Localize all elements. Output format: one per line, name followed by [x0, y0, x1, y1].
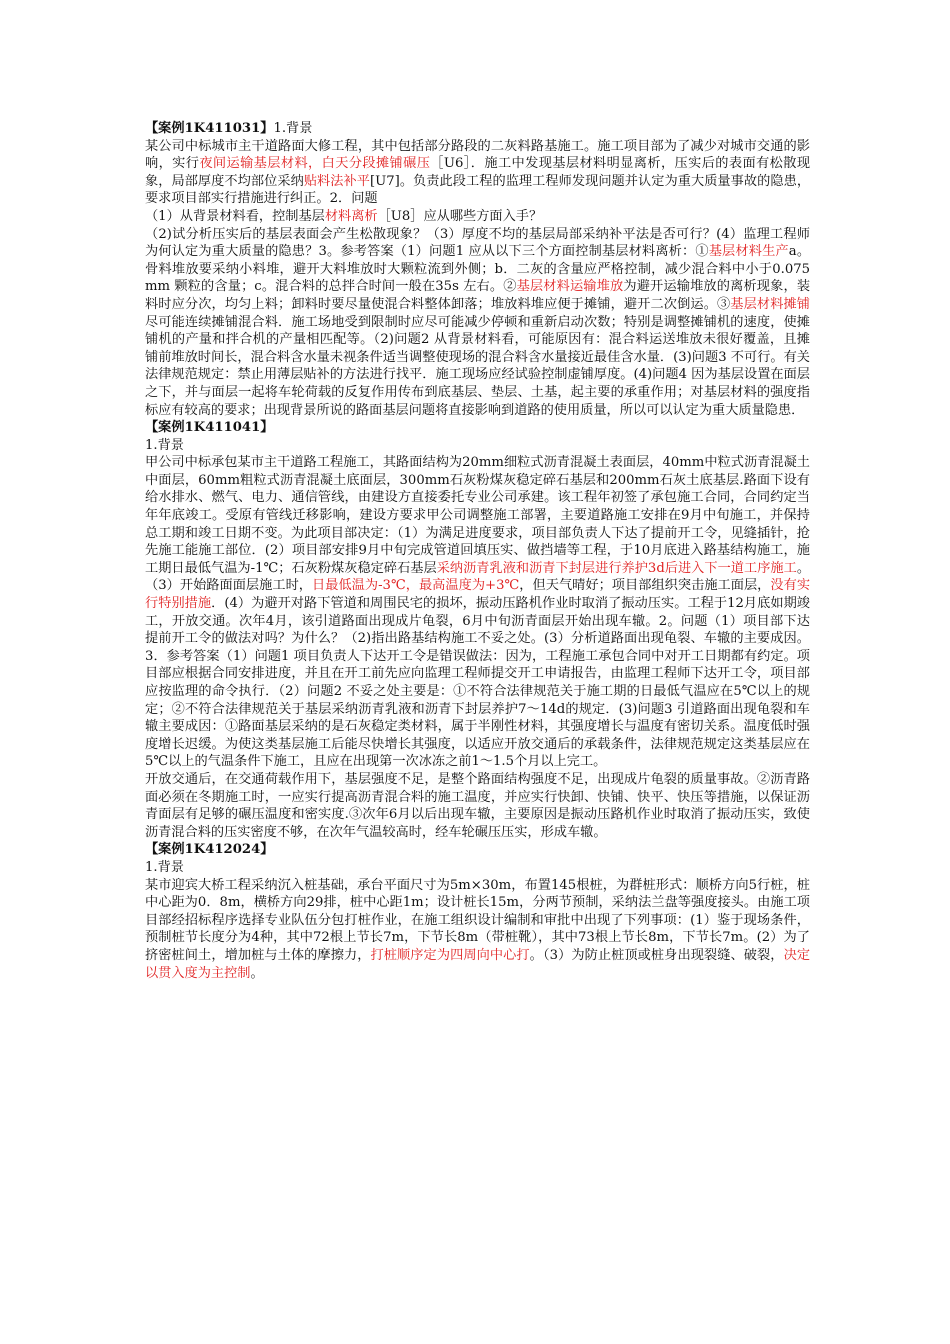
case-heading: 【案例1K411031】 — [145, 121, 274, 136]
text-run: a。骨料堆放要采纳小料堆，避开大料堆放时大颗粒流到外侧；b．二灰的含量应严格控制，减少混合料中小于0.075mm 颗粒的含量；c。混合料的总拌合时间一般在35s 左右。② — [145, 244, 811, 295]
text-run: 某公司中标城市主干道路面大修工程，其中包括部分路段的二灰料路基施工。施工项目部为了减少对城市交通的影响，实行 — [145, 138, 810, 172]
case-1k411041 — [145, 419, 810, 841]
case-paragraph — [145, 859, 810, 877]
text-run: （2)试分析压实后的基层表面会产生松散现象？（3）厚度不均的基层局部采纳补平法是否可行？(4）监理工程师为何认定为重大质量的隐患？3。参考答案（1）问题1 应从以下三个方面控制基层材料离析：① — [145, 226, 810, 260]
text-run: （1）从背景材料看，控制基层 — [145, 208, 325, 224]
highlight-text: 夜间运输基层材料，白天分段摊铺碾压 — [199, 156, 431, 172]
text-run: ．(4）为避开对路下管道和周围民宅的损坏，振动压路机作业时取消了振动压实。工程于12月底如期竣工，开放交通。次年4月，该引道路面出现成片龟裂，6月中旬沥青面层开始出现车辙。2。问题（1）项目部下达提前开工令的做法对吗？为什么？（2)指出路基结构施工不妥之处。(3）分析道路面出现龟裂、车辙的主要成因。3．参考答案（1）问题1 项目负责人下达开工令是错误做法：因为，工程施工承包合同中对开工日期都有约定。项目部应根据合同安排进度，并且在开工前先应向监理工程师提交开工申请报告，由监理工程师下达开工令，项目部应按监理的命令执行．（2）问题2 不妥之处主要是：①不符合法律规范关于施工期的日最低气温应在5℃以上的规定；②不符合法律规范关于基层采纳沥青乳液和沥青下封层养护7～14d的规定．(3)问题3 引道路面出现龟裂和车辙主要成因：①路面基层采纳的是石灰稳定类材料，属于半刚性材料，其强度增长与温度有密切关系。温度低时强度增长迟缓。为使这类基层施工后能尽快增长其强度，以适应开放交通后的承载条件，法律规范规定这类基层应在5℃以上的气温条件下施工，且应在出现第一次冰冻之前1～1.5个月以上完工。 — [145, 596, 810, 770]
text-run: 开放交通后，在交通荷载作用下，基层强度不足，是整个路面结构强度不足，出现成片龟裂的质量事故。②沥青路面必须在冬期施工时，一应实行提高沥青混合料的施工温度，并应实行快卸、快铺、快平、快压等措施，以保证沥青面层有足够的碾压温度和密实度.③次年6月以后出现车辙，主要原因是振动压路机作业时取消了振动压实，致使沥青混合料的压实密度不够，在次年气温较高时，经车轮碾压压实，形成车辙。 — [145, 771, 810, 840]
highlight-text: 基层材料运输堆放 — [516, 279, 624, 295]
text-run: 为避开运输堆放的离析现象，装料时应分次，均匀上料；卸料时要尽量使混合料整体卸落；堆放料堆应便于摊铺，避开二次倒运。③ — [145, 279, 811, 312]
case-paragraph — [145, 208, 810, 226]
case-paragraph — [145, 877, 810, 983]
highlight-text: 基层材料生产 — [708, 244, 789, 260]
text-run: [U7]。负责此段工程的监理工程师发现问题并认定为重大质量事故的隐患，要求项目部实行措施进行纠正。2．问题 — [145, 173, 811, 207]
highlight-text: 基层材料摊铺 — [730, 296, 810, 312]
document-body — [145, 120, 810, 982]
text-run: ［U6］．施工中发现基层材料明显离析，压实后的表面有松散现象，局部厚度不均部位采纳 — [145, 156, 811, 189]
text-run: 尽可能连续摊铺混合料．施工场地受到限制时应尽可能减少停顿和重新启动次数；特别是调整摊铺机的速度，使摊铺机的产量和拌合机的产量相匹配等。（2)问题2 从背景材料看，可能原因有：混合料运送堆放未很好覆盖，且摊铺前堆放时间长，混合料含水量未视条件适当调整使现场的混合料含水量接近最佳含水量．(3)问题3 不可行。有关法律规范规定：禁止用薄层贴补的方法进行找平．施工现场应经试验控制虚铺厚度。(4)问题4 因为基层设置在面层之下，并与面层一起将车轮荷载的反复作用传布到底基层、垫层、土基，起主要的承重作用；对基层材料的强度指标应有较高的要求；出现背景所说的路面基层问题将直接影响到道路的使用质量，所以可以认定为重大质量隐患． — [145, 314, 810, 418]
highlight-text: 材料离析 — [324, 208, 378, 224]
text-run: 。（3）开始路面面层施工时， — [145, 560, 810, 594]
case-paragraph — [145, 138, 810, 208]
highlight-text: 贴料法补平 — [303, 173, 370, 189]
text-run: 1.背景 — [145, 859, 184, 875]
highlight-text: 打桩顺序定为四周向中心打 — [370, 947, 530, 963]
case-heading: 【案例1K412024】 — [145, 842, 274, 858]
case-paragraph — [145, 437, 810, 455]
text-run: 1.背景 — [145, 437, 184, 453]
text-run: ［U8］应从哪些方面入手？ — [377, 208, 543, 224]
case-1k412024 — [145, 841, 810, 982]
case-paragraph — [145, 454, 810, 771]
text-run: 。（3）为防止桩顶或桩身出现裂缝、破裂， — [529, 947, 784, 963]
case-paragraph — [145, 226, 810, 420]
case-1k411031 — [145, 120, 810, 419]
text-run: 1.背景 — [273, 121, 313, 136]
case-paragraph — [145, 771, 810, 841]
case-heading: 【案例1K411041】 — [145, 420, 274, 436]
highlight-text: 日最低温为-3℃，最高温度为+3℃ — [312, 578, 520, 594]
highlight-text: 决定以贯入度为主控制 — [145, 947, 811, 981]
highlight-text: 采纳沥青乳液和沥青下封层进行养护3d后进入下一道工序施工 — [436, 560, 797, 576]
highlight-text: 没有实行特别措施 — [145, 578, 811, 612]
text-run: 某市迎宾大桥工程采纳沉入桩基础，承台平面尺寸为5m×30m，布置145根桩，为群桩形式：顺桥方向5行桩，桩中心距为0．8m，横桥方向29排，桩中心距1m；设计桩长15m，分两节预制，采纳法兰盘等强度接头。由施工项目部经招标程序选择专业队伍分包打桩作业，在施工组织设计编制和审批中出现了下列事项：(1）鉴于现场条件，预制桩节长度分为4种，其中72根上节长7m，下节长8m（带桩靴），其中73根上节长8m，下节长7m。(2）为了挤密桩间土，增加桩与土体的摩擦力， — [145, 877, 810, 963]
text-run: 。 — [250, 965, 264, 981]
case-paragraph — [145, 120, 810, 138]
text-run: ，但天气晴好；项目部组织突击施工面层， — [519, 578, 771, 594]
text-run: 甲公司中标承包某市主干道路工程施工，其路面结构为20mm细粒式沥青混凝土表面层，40mm中粒式沥青混凝土中面层，60mm粗粒式沥青混凝土底面层，300mm石灰粉煤灰稳定碎石基层和200mm石灰土底基层.路面下设有给水排水、燃气、电力、通信管线，由建设方直接委托专业公司承建。该工程年初签了承包施工合同，合同约定当年年底竣工。受原有管线迁移影响，建设方要求甲公司调整施工部署，主要道路施工安排在9月中旬施工，并保持总工期和竣工日期不变。为此项目部决定：（1）为满足进度要求，项目部负责人下达了提前开工令，见缝插针，抢先施工能施工部位．(2）项目部安排9月中旬完成管道回填压实、做挡墙等工程，于10月底进入路基结构施工，施工期日最低气温为-1℃；石灰粉煤灰稳定碎石基层 — [145, 455, 810, 576]
